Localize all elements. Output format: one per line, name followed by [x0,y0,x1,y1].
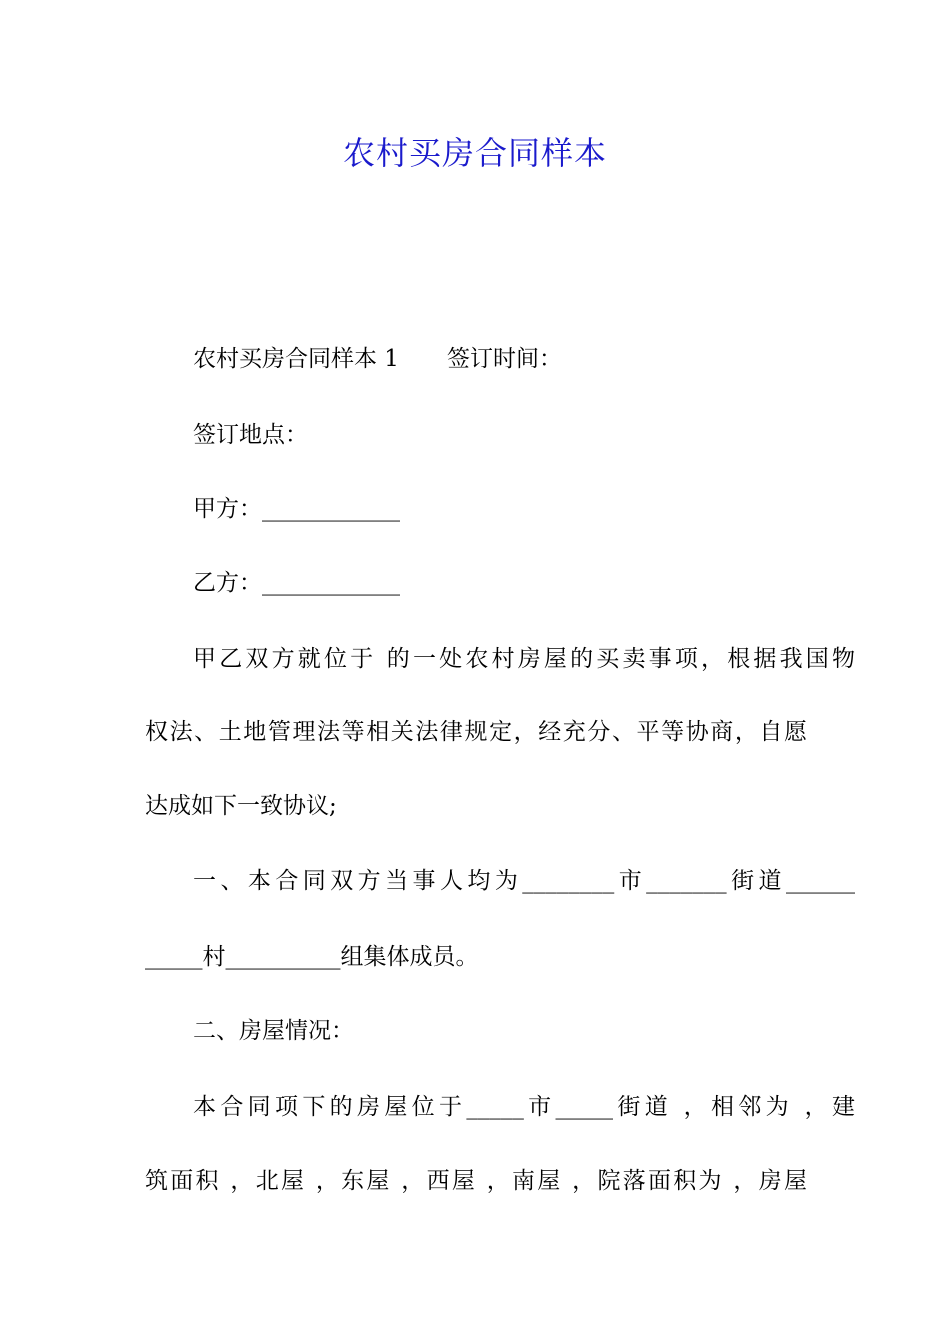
paragraph-line: 达成如下一致协议; [145,793,337,819]
clause-two-heading: 二、房屋情况： [193,1018,354,1044]
clause-one-line: _____村__________组集体成员。 [145,944,479,970]
contract-sample-label: 农村买房合同样本 1 [193,346,399,372]
house-info-line: 本合同项下的房屋位于_____市_____街道 ，相邻为 ，建 [193,1094,855,1120]
party-a-line: 甲方：____________ [193,496,400,522]
document-title: 农村买房合同样本 [342,134,607,172]
paragraph-line: 权法、土地管理法等相关法律规定，经充分、平等协商，自愿 [145,719,807,745]
clause-one-line: 一、本合同双方当事人均为________市_______街道______ [193,868,855,894]
house-info-line: 筑面积 ，北屋 ，东屋 ，西屋 ，南屋 ，院落面积为 ，房屋 [145,1168,807,1194]
paragraph-line: 甲乙双方就位于 的一处农村房屋的买卖事项，根据我国物 [193,646,855,672]
party-b-line: 乙方：____________ [193,570,400,596]
signing-time-label: 签订时间： [446,346,562,372]
contract-heading-line [145,344,855,374]
signing-place-line: 签订地点： [193,422,308,448]
